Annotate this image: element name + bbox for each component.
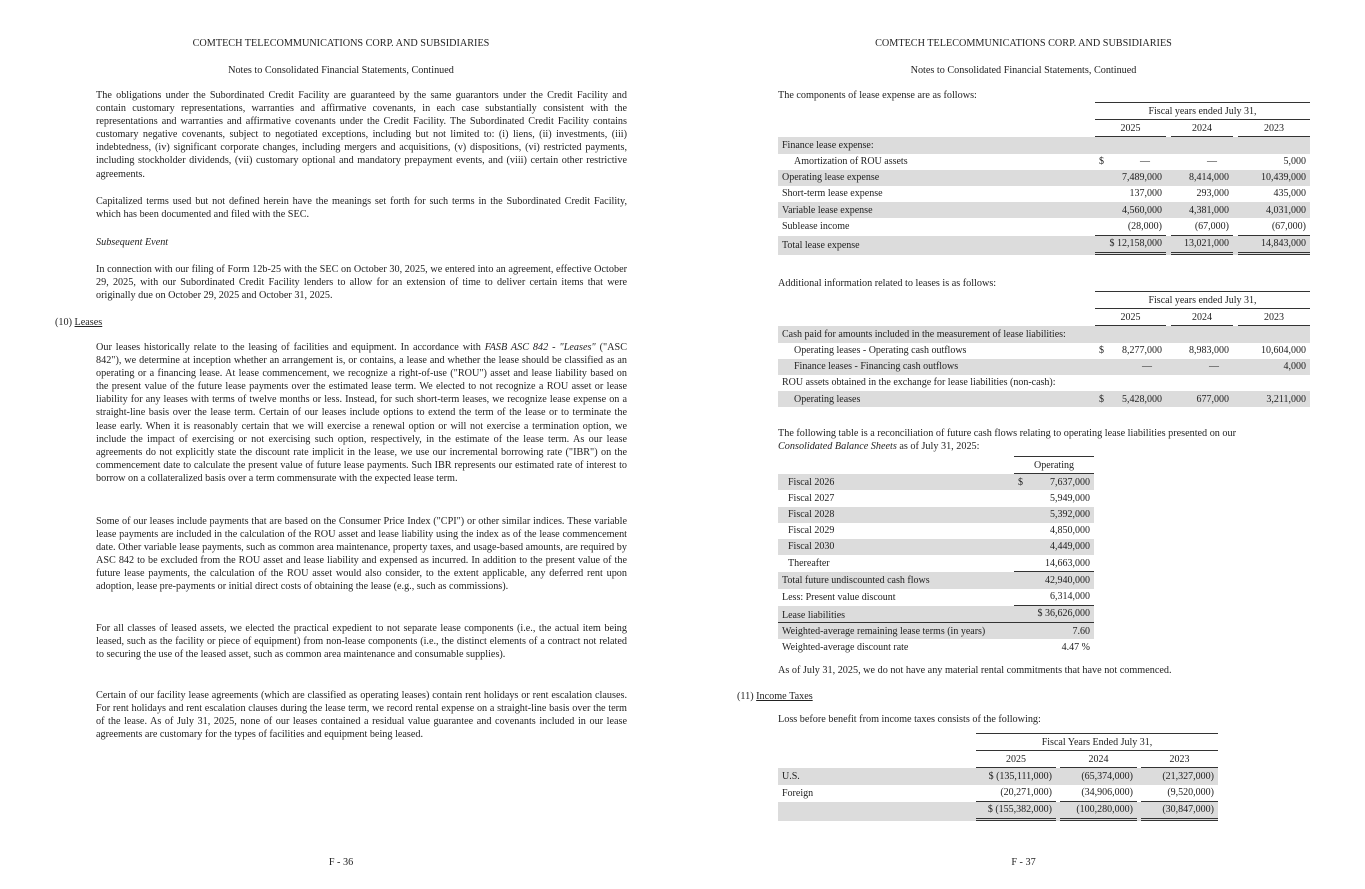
- table-row: Fiscal 2029 4,850,000: [788, 525, 1090, 537]
- income-taxes-section-heading: [737, 690, 813, 703]
- variable-payments-paragraph: Some of our leases include payments that are based on the Consumer Price Index ("CPI") or other similar indices. These variable lease payments are included in the calculation of the ROU asset and lease liability using the index as of the lease commencement date. Other variable lease payments, such as common area maintenance, property taxes, and usage-based amounts, are required by ASC 842 to be excluded from the ROU asset and lease liability and expensed as incurred. In addition to the present value of the future lease payments, the calculation of the ROU asset would also consider, to the extent applicable, any deferred rent upon adoption, lease pre-payments or initial direct costs of obtaining the lease (e.g., such as commissions).: [96, 516, 627, 593]
- table-row: U.S. $ (135,111,000) (65,374,000) (21,327,000): [778, 768, 1218, 784]
- additional-info-intro: Additional information related to leases is as follows:: [778, 278, 997, 289]
- table-row: Fiscal 2028 5,392,000: [778, 507, 1094, 523]
- leases-section-heading: [55, 316, 102, 329]
- section-title: Income Taxes: [756, 691, 813, 702]
- section-title: Leases: [74, 317, 103, 328]
- section-label: Cash paid for amounts included in the measurement of lease liabilities:: [778, 326, 1310, 342]
- company-header: COMTECH TELECOMMUNICATIONS CORP. AND SUBSIDIARIES: [192, 38, 490, 49]
- year-header: 2024: [1171, 309, 1233, 326]
- leases-policy-paragraph: [96, 341, 627, 485]
- table-row: Weighted-average discount rate 4.47 %: [782, 641, 1090, 653]
- left-page: [0, 0, 682, 889]
- lease-expense-table: [778, 102, 1310, 255]
- section-number: (11): [737, 691, 754, 702]
- table-row: Short-term lease expense 137,000 293,000 435,000: [782, 188, 1306, 200]
- period-header: Fiscal years ended July 31,: [1095, 102, 1310, 120]
- p4-text-a: Our leases historically relate to the leasing of facilities and equipment. In accordance with: [96, 342, 485, 353]
- table-row: Fiscal 2026 $ 7,637,000: [778, 474, 1094, 490]
- page-subtitle: Notes to Consolidated Financial Statements, Continued: [228, 65, 454, 76]
- subsequent-event-heading: Subsequent Event: [96, 237, 169, 248]
- section-label: ROU assets obtained in the exchange for lease liabilities (non-cash):: [782, 377, 1056, 389]
- table-row: Finance leases - Financing cash outflows — — 4,000: [778, 359, 1310, 375]
- total-row: Total future undiscounted cash flows 42,940,000: [778, 572, 1094, 588]
- rent-holidays-paragraph: Certain of our facility lease agreements (which are classified as operating leases) contain rent holidays or rent escalation clauses. For rent holidays and rent escalation clauses during the lease term, we record rental expense on a straight-line basis over the term of the lease. As of July 31, 2025, none of our leases contained a residual value guarantee and covenants included in our lease agreements are customary for the types of facilities and equipment being leased.: [96, 690, 627, 741]
- additional-info-table: [778, 291, 1310, 407]
- table-row: Sublease income (28,000) (67,000) (67,000): [778, 218, 1310, 235]
- table-row: Amortization of ROU assets $ — — 5,000: [794, 156, 1306, 168]
- recon-italic: Consolidated Balance Sheets: [778, 441, 897, 453]
- table-row: Thereafter 14,663,000: [778, 555, 1094, 572]
- reconciliation-table: [778, 456, 1094, 625]
- table-row: Weighted-average remaining lease terms (in years) 7.60: [778, 622, 1094, 639]
- period-header: Fiscal years ended July 31,: [1095, 291, 1310, 309]
- table-row: Fiscal 2030 4,449,000: [778, 539, 1094, 555]
- year-header: 2025: [1095, 309, 1166, 326]
- page-number: F - 37: [1011, 857, 1036, 868]
- components-intro: The components of lease expense are as follows:: [778, 90, 977, 101]
- year-header: 2025: [1095, 120, 1166, 137]
- total-row: $ (155,382,000) (100,280,000) (30,847,000): [778, 802, 1218, 821]
- reconciliation-intro: [778, 427, 1310, 453]
- year-header: 2024: [1171, 120, 1233, 137]
- table-row: Foreign (20,271,000) (34,906,000) (9,520,000): [778, 785, 1218, 802]
- table-row: Operating leases - Operating cash outflows $ 8,277,000 8,983,000 10,604,000: [794, 345, 1306, 357]
- table-row: Variable lease expense 4,560,000 4,381,000 4,031,000: [778, 202, 1310, 218]
- commitments-text: As of July 31, 2025, we do not have any material rental commitments that have not commenced.: [778, 665, 1172, 676]
- section-label: Finance lease expense:: [778, 137, 1310, 153]
- total-row: Lease liabilities $ 36,626,000: [778, 606, 1094, 625]
- section-number: (10): [55, 317, 72, 328]
- right-page: [682, 0, 1365, 889]
- guarantee-paragraph: The obligations under the Subordinated Credit Facility are guaranteed by the same guarantors under the Credit Facility and contain customary representations, warranties and affirmative covenants, in each case substantially consistent with the representations and warranties and affirmative covenants under the Credit Facility. The Subordinated Credit Facility contains customary negative covenants, subject to negotiated exceptions, including but not limited to: (i) liens, (ii) investments, (iii) indebtedness, (iv) significant corporate changes, including mergers and acquisitions, (v) dispositions, (vi) restricted payments, including stockholder dividends, (vii) customary optional and mandatory prepayment events, and (viii) certain other restrictive agreements.: [96, 90, 627, 180]
- page-number: F - 36: [328, 857, 354, 868]
- table-row: Less: Present value discount 6,314,000: [778, 589, 1094, 606]
- p4-text-b: ("ASC 842"), we determine at inception whether an arrangement is, or contains, a lease and whether the lease should be classified as an operating or a financing lease. At lease commencement, we recognize a right-of-use ("ROU") asset and lease liability based on the present value of the future lease payments over the estimated lease term. We elected to not recognize a ROU asset or lease liability for any leases with terms of twelve months or less. Instead, for such short-term leases, we recognize lease expense on a straight-line basis over the lease term. Certain of our leases include options to extend the term of the lease or to terminate the lease early. When it is reasonably certain that we will exercise a renewal option or will not exercise a termination option, we include the impact of exercising or not exercising such option, respectively, in the estimate of the lease term. As our lease agreements do not explicitly state the discount rate implicit in the lease, we use our incremental borrowing rate ("IBR") on the commencement date to calculate the present value of future lease payments. Such IBR represents our estimated rate of interest to borrow on a collateralized basis over a term commensurate with the expected lease term.: [96, 342, 627, 484]
- page-subtitle: Notes to Consolidated Financial Statements, Continued: [910, 65, 1137, 76]
- recon-text-a: The following table is a reconciliation of future cash flows relating to operating lease liabilities presented on our: [778, 428, 1237, 439]
- company-header: COMTECH TELECOMMUNICATIONS CORP. AND SUBSIDIARIES: [875, 38, 1172, 49]
- year-header: 2023: [1141, 751, 1218, 768]
- year-header: 2024: [1060, 751, 1137, 768]
- operating-header: Operating: [1014, 456, 1094, 474]
- p4-italic: FASB ASC 842 - "Leases": [484, 342, 596, 353]
- year-header: 2023: [1238, 309, 1310, 326]
- loss-intro: Loss before benefit from income taxes consists of the following:: [778, 714, 1041, 725]
- recon-text-b: as of July 31, 2025:: [896, 441, 980, 453]
- capitalized-terms-paragraph: Capitalized terms used but not defined herein have the meanings set forth for such terms in the Subordinated Credit Facility, which has been documented and filed with the SEC.: [96, 196, 627, 221]
- weighted-average-table: [778, 622, 1094, 655]
- period-header: Fiscal Years Ended July 31,: [976, 733, 1218, 751]
- table-row: Operating leases $ 5,428,000 677,000 3,211,000: [778, 391, 1310, 407]
- income-loss-table: [778, 733, 1218, 821]
- subsequent-event-paragraph: In connection with our filing of Form 12b-25 with the SEC on October 30, 2025, we entered into an agreement, effective October 29, 2025, with our Subordinated Credit Facility lenders to allow for an extension of time to deliver certain items that were originally due on October 29, 2025 and October 31, 2025.: [96, 264, 627, 302]
- year-header: 2025: [976, 751, 1056, 768]
- total-row: Total lease expense $ 12,158,000 13,021,000 14,843,000: [778, 236, 1310, 255]
- table-row: Operating lease expense 7,489,000 8,414,000 10,439,000: [778, 170, 1310, 186]
- year-header: 2023: [1238, 120, 1310, 137]
- practical-expedient-paragraph: For all classes of leased assets, we elected the practical expedient to not separate lease components (i.e., the actual item being leased, such as the facility or piece of equipment) from non-lease components (i.e., the distinct elements of a contract not related to securing the use of the leased asset, such as common area maintenance and consumable supplies).: [96, 623, 627, 661]
- table-row: Fiscal 2027 5,949,000: [788, 492, 1090, 504]
